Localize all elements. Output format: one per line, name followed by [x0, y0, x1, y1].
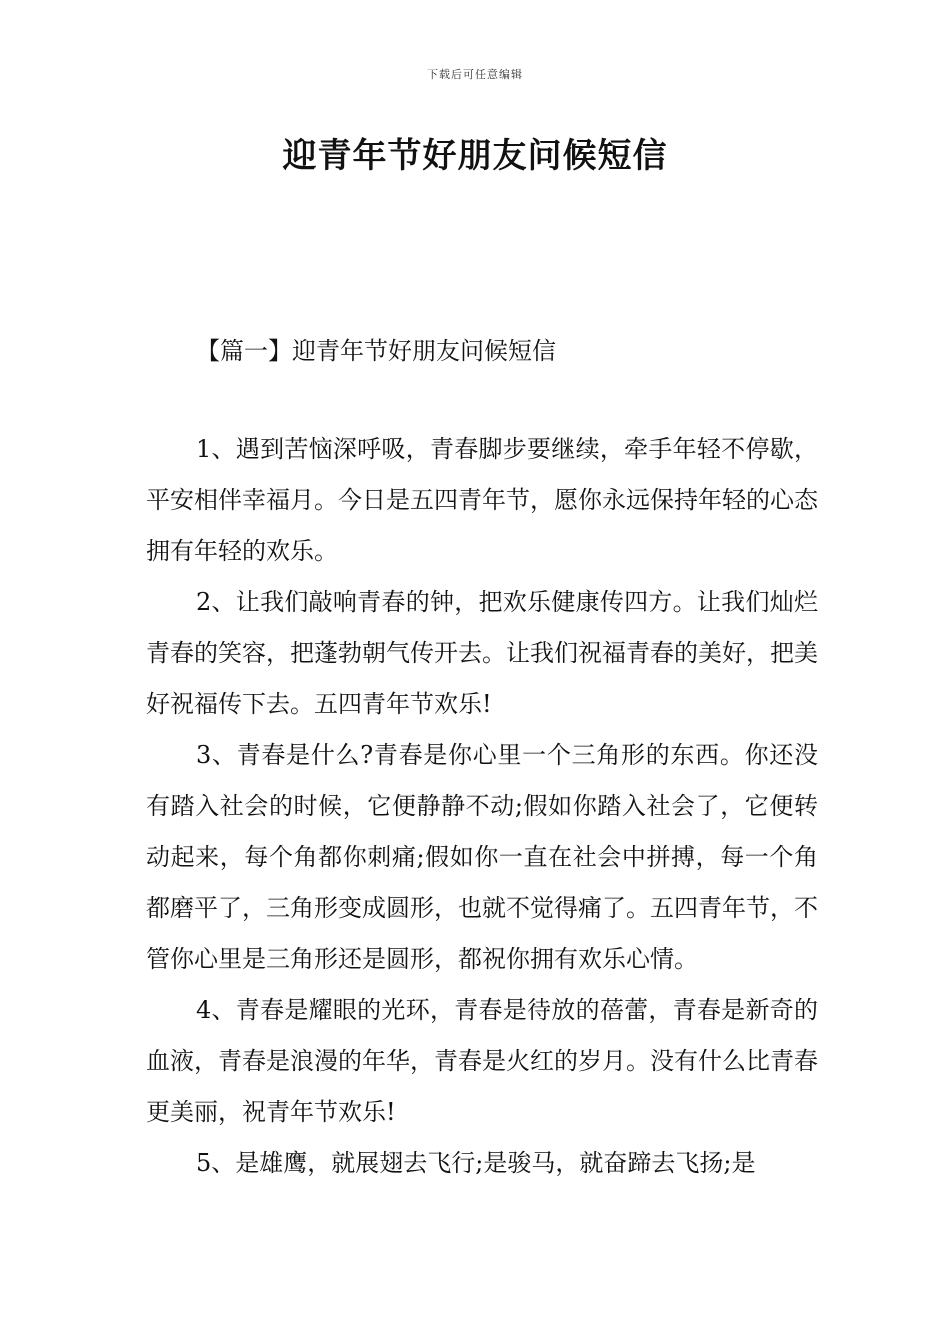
paragraph-2: 2、让我们敲响青春的钟，把欢乐健康传四方。让我们灿烂青春的笑容，把蓬勃朝气传开去。让我们祝福青春的美好，把美好祝福传下去。五四青年节欢乐! — [146, 588, 818, 718]
section-heading: 【篇一】迎青年节好朋友问候短信 — [196, 337, 556, 365]
paragraph-3: 3、青春是什么?青春是你心里一个三角形的东西。你还没有踏入社会的时候，它便静静不动;假如你踏入社会了，它便转动起来，每个角都你刺痛;假如你一直在社会中拼搏，每一个角都磨平了，三角形变成圆形，也就不觉得痛了。五四青年节，不管你心里是三角形还是圆形，都祝你拥有欢乐心情。 — [146, 741, 818, 973]
body-text — [146, 424, 818, 1189]
header-note: 下载后可任意编辑 — [427, 68, 523, 81]
page-title: 迎青年节好朋友问候短信 — [282, 136, 668, 176]
paragraph-1: 1、遇到苦恼深呼吸，青春脚步要继续，牵手年轻不停歇，平安相伴幸福月。今日是五四青年节，愿你永远保持年轻的心态拥有年轻的欢乐。 — [146, 435, 818, 565]
paragraph-4: 4、青春是耀眼的光环，青春是待放的蓓蕾，青春是新奇的血液，青春是浪漫的年华，青春是火红的岁月。没有什么比青春更美丽，祝青年节欢乐! — [146, 996, 818, 1126]
paragraph-5: 5、是雄鹰，就展翅去飞行;是骏马，就奋蹄去飞扬;是 — [196, 1149, 756, 1177]
